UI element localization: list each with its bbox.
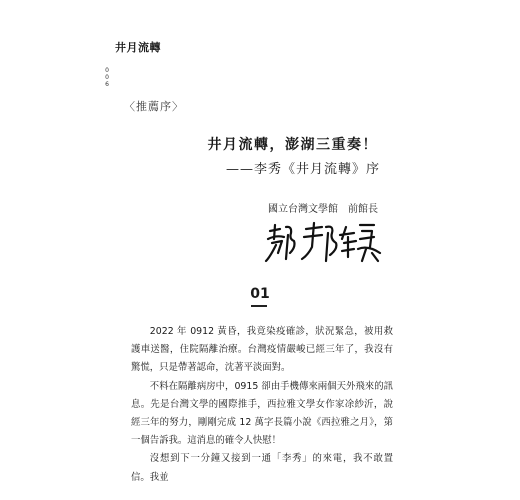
page-subtitle: ——李秀《井月流轉》序 — [225, 162, 380, 177]
header-book-title: 井月流轉 — [115, 41, 161, 54]
handwritten-signature — [264, 217, 384, 267]
author-affiliation: 國立台灣文學館 前館長 — [268, 204, 378, 215]
page-title: 井月流轉，澎湖三重奏！ — [207, 137, 378, 153]
header-logo — [103, 30, 163, 58]
chapter-number: 01 — [250, 286, 270, 302]
page-number: 006 — [105, 67, 109, 88]
paragraph: 沒想到下一分鐘又接到一通「李秀」的來電，我不敢置信。我並 — [131, 453, 393, 483]
paragraph: 不料在隔離病房中，0915 卻由手機傳來兩個天外飛來的訊息。先是台灣文學的國際推手，西拉雅文學女作家凃紗沂，說經三年的努力，剛剛完成 12 萬字長篇小說《西拉雅之月》，第一個告訴我。這消息的確令人快慰！ — [131, 380, 393, 447]
body-text — [131, 323, 393, 487]
section-label: 〈推薦序〉 — [124, 100, 184, 113]
chapter-underline — [251, 305, 267, 307]
paragraph: 2022 年 0912 黃昏，我竟染疫確診，狀況緊急，被用救護車送醫，住院隔離治療。台灣疫情嚴峻已經三年了，我沒有驚慌，只是帶著認命，沈著平淡面對。 — [131, 326, 393, 374]
